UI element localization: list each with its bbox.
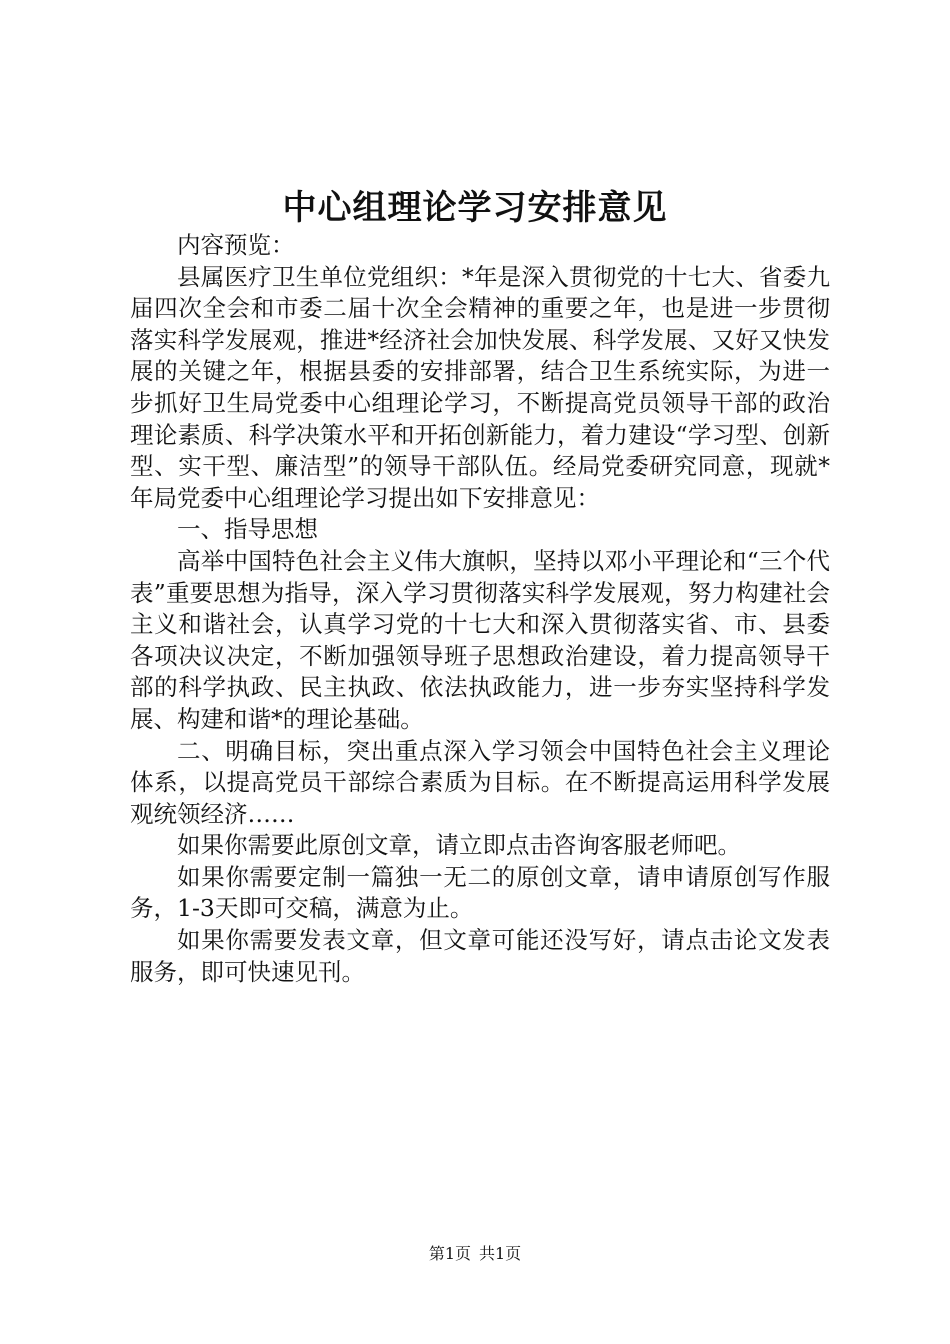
publish-service-paragraph: 如果你需要发表文章，但文章可能还没写好，请点击论文发表服务，即可快速见刊。 <box>130 926 830 986</box>
custom-writing-paragraph: 如果你需要定制一篇独一无二的原创文章，请申请原创写作服务，1-3天即可交稿，满意为止。 <box>130 862 830 923</box>
page-number-current: 第1页 <box>428 1244 471 1263</box>
intro-paragraph: 县属医疗卫生单位党组织：*年是深入贯彻党的十七大、省委九届四次全会和市委二届十次全会精神的重要之年，也是进一步贯彻落实科学发展观，推进*经济社会加快发展、科学发展、又好又快发展的关键之年，根据县委的安排部署，结合卫生系统实际，为进一步抓好卫生局党委中心组理论学习，不断提高党员领导干部的政治理论素质、科学决策水平和开拓创新能力，着力建设“学习型、创新型、实干型、廉洁型”的领导干部队伍。经局党委研究同意，现就*年局党委中心组理论学习提出如下安排意见： <box>130 262 830 512</box>
preview-label: 内容预览： <box>177 231 295 259</box>
goals-paragraph: 二、明确目标，突出重点深入学习领会中国特色社会主义理论体系，以提高党员干部综合素质为目标。在不断提高运用科学发展观统领经济…… <box>130 736 830 828</box>
document-title: 中心组理论学习安排意见 <box>282 188 668 228</box>
guiding-ideology-paragraph: 高举中国特色社会主义伟大旗帜，坚持以邓小平理论和“三个代表”重要思想为指导，深入学习贯彻落实科学发展观，努力构建社会主义和谐社会，认真学习党的十七大和深入贯彻落实省、市、县委各项决议决定，不断加强领导班子思想政治建设，着力提高领导干部的科学执政、民主执政、依法执政能力，进一步夯实坚持科学发展、构建和谐*的理论基础。 <box>130 546 830 733</box>
document-body <box>130 230 830 988</box>
page-number-total: 共1页 <box>479 1244 522 1263</box>
consult-service-paragraph: 如果你需要此原创文章，请立即点击咨询客服老师吧。 <box>177 831 741 860</box>
section-heading-guiding-ideology: 一、指导思想 <box>177 515 318 544</box>
page-footer <box>0 1243 950 1265</box>
